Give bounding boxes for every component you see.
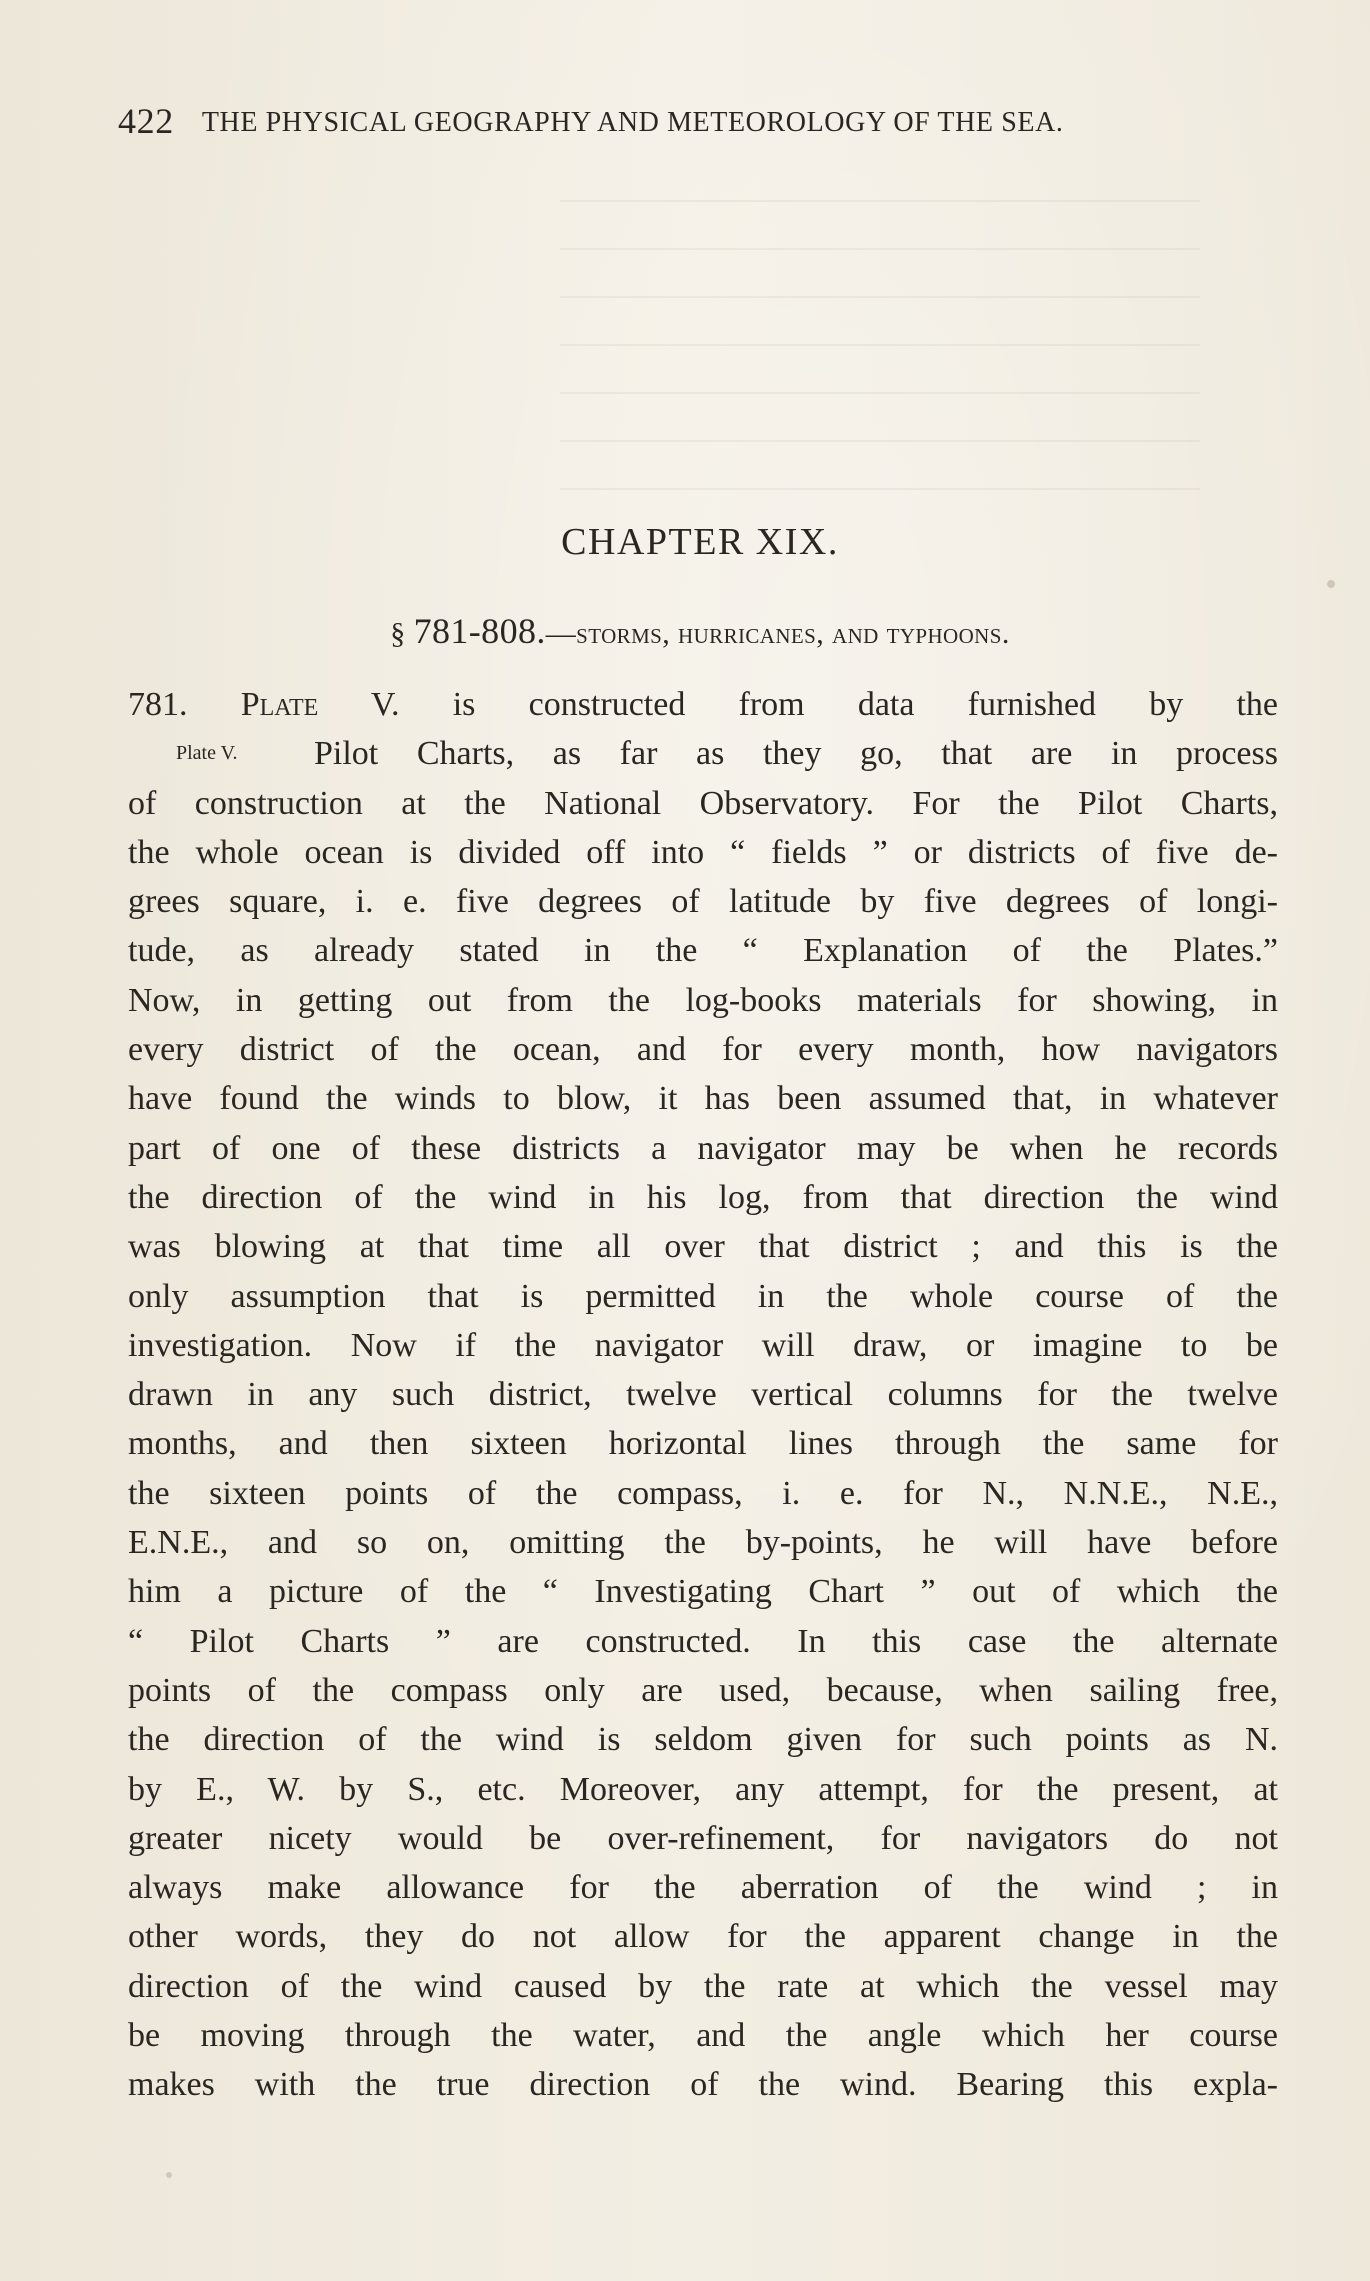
text-line: tude, as already stated in the “ Explanation of the Plates.”: [128, 932, 1278, 970]
text-line: the direction of the wind in his log, from that direction the wind: [128, 1178, 1278, 1216]
text-line: part of one of these districts a navigator may be when he records: [128, 1129, 1278, 1167]
text-line: E.N.E., and so on, omitting the by-points, he will have before: [128, 1524, 1278, 1562]
page-number: 422: [118, 101, 174, 141]
paragraph-first-line: [128, 680, 1278, 729]
text-line: greater nicety would be over-refinement, for navigators do not: [128, 1819, 1278, 1857]
running-title: THE PHYSICAL GEOGRAPHY AND METEOROLOGY OF THE SEA.: [201, 107, 1064, 138]
text-line: “ Pilot Charts ” are constructed. In this case the alternate: [128, 1622, 1278, 1660]
plate-label: Plate: [240, 686, 319, 723]
text-line: every district of the ocean, and for every month, how navigators: [128, 1031, 1278, 1069]
text-line: investigation. Now if the navigator will draw, or imagine to be: [128, 1326, 1278, 1364]
text-line: direction of the wind caused by the rate at which the vessel may: [128, 1967, 1278, 2005]
text-line: grees square, i. e. five degrees of latitude by five degrees of longi-: [128, 883, 1278, 921]
running-header: [118, 100, 1278, 150]
paper-speck: [166, 2172, 172, 2178]
second-line-text: Pilot Charts, as far as they go, that are in process: [314, 735, 1278, 773]
text-line: the whole ocean is divided off into “ fields ” or districts of five de-: [128, 833, 1278, 871]
text-line: the direction of the wind is seldom given for such points as N.: [128, 1721, 1278, 1759]
text-line: by E., W. by S., etc. Moreover, any attempt, for the present, at: [128, 1770, 1278, 1808]
text-line: drawn in any such district, twelve vertical columns for the twelve: [128, 1376, 1278, 1414]
text-line: only assumption that is permitted in the whole course of the: [128, 1277, 1278, 1315]
paragraph-second-line: [128, 729, 1278, 778]
paper-speck: [1327, 580, 1335, 588]
section-symbol: §: [390, 617, 406, 650]
text-line: have found the winds to blow, it has been assumed that, in whatever: [128, 1080, 1278, 1118]
text-line: months, and then sixteen horizontal lines through the same for: [128, 1425, 1278, 1463]
section-title: —storms, hurricanes, and typhoons.: [545, 617, 1010, 650]
text-line: of construction at the National Observatory. For the Pilot Charts,: [128, 784, 1278, 822]
text-line: makes with the true direction of the wind. Bearing this expla-: [128, 2066, 1278, 2104]
section-heading: [0, 610, 1370, 652]
text-line: him a picture of the “ Investigating Chart ” out of which the: [128, 1573, 1278, 1611]
text-line: be moving through the water, and the angle which her course: [128, 2017, 1278, 2055]
chapter-title: CHAPTER XIX.: [561, 521, 839, 563]
paragraph-lines: [128, 779, 1278, 2110]
text-line: points of the compass only are used, because, when sailing free,: [128, 1671, 1278, 1709]
first-line-text: V. is constructed from data furnished by the: [318, 686, 1278, 723]
text-line: the sixteen points of the compass, i. e. for N., N.N.E., N.E.,: [128, 1474, 1278, 1512]
section-range: 781-808.: [413, 611, 546, 651]
paragraph-number: 781.: [128, 686, 188, 723]
body-text: [128, 680, 1278, 2110]
text-line: other words, they do not allow for the apparent change in the: [128, 1918, 1278, 1956]
text-line: was blowing at that time all over that district ; and this is the: [128, 1228, 1278, 1266]
text-line: Now, in getting out from the log-books materials for showing, in: [128, 981, 1278, 1019]
margin-note: Plate V.: [176, 742, 238, 765]
text-line: always make allowance for the aberration of the wind ; in: [128, 1869, 1278, 1907]
show-through-bleed: [560, 190, 1200, 490]
